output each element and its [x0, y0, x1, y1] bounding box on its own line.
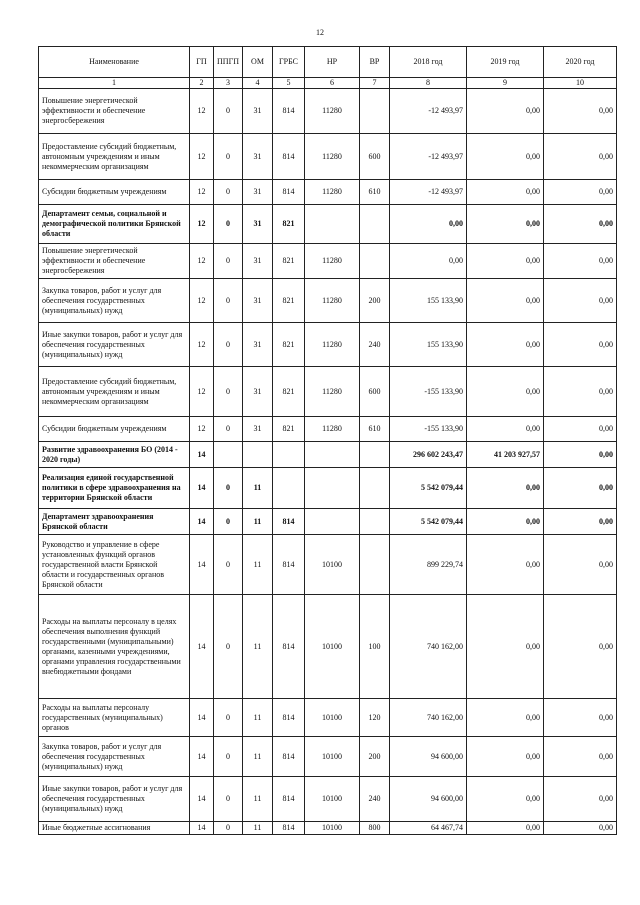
cell-y2019: 0,00 — [467, 134, 544, 180]
col-number: 9 — [467, 78, 544, 89]
cell-y2019: 0,00 — [467, 595, 544, 699]
cell-y2018: -12 493,97 — [390, 89, 467, 134]
cell-y2018: 155 133,90 — [390, 323, 467, 367]
cell-name: Расходы на выплаты персоналу в целях обеспечения выполнения функций государственными (муниципальными) органами, казенными учреждениями, органами управления государственными внебюджетными фондами — [39, 595, 190, 699]
cell-ppgp: 0 — [214, 323, 243, 367]
cell-vr: 100 — [360, 595, 390, 699]
cell-om: 11 — [243, 468, 273, 509]
cell-gp: 14 — [190, 699, 214, 737]
cell-name: Субсидии бюджетным учреждениям — [39, 180, 190, 205]
cell-y2018: 740 162,00 — [390, 699, 467, 737]
cell-gp: 14 — [190, 509, 214, 535]
cell-vr — [360, 509, 390, 535]
cell-om: 31 — [243, 367, 273, 417]
cell-y2018: 899 229,74 — [390, 535, 467, 595]
cell-name: Департамент здравоохранения Брянской области — [39, 509, 190, 535]
col-number: 10 — [544, 78, 617, 89]
table-row — [39, 134, 617, 180]
cell-om: 31 — [243, 417, 273, 442]
cell-name: Реализация единой государственной политики в сфере здравоохранения на территории Брянской области — [39, 468, 190, 509]
cell-y2020: 0,00 — [544, 244, 617, 279]
table-row — [39, 417, 617, 442]
cell-y2018: 5 542 079,44 — [390, 468, 467, 509]
col-number: 5 — [273, 78, 305, 89]
cell-y2018: 740 162,00 — [390, 595, 467, 699]
cell-om: 11 — [243, 777, 273, 822]
cell-nr — [305, 205, 360, 244]
cell-gp: 12 — [190, 134, 214, 180]
cell-y2019: 0,00 — [467, 777, 544, 822]
cell-ppgp: 0 — [214, 89, 243, 134]
cell-ppgp: 0 — [214, 822, 243, 835]
cell-gp: 12 — [190, 89, 214, 134]
cell-y2019: 0,00 — [467, 509, 544, 535]
col-number: 2 — [190, 78, 214, 89]
cell-nr: 11280 — [305, 323, 360, 367]
cell-ppgp: 0 — [214, 595, 243, 699]
cell-y2018: -12 493,97 — [390, 180, 467, 205]
col-header-vr: ВР — [360, 47, 390, 78]
cell-vr: 610 — [360, 180, 390, 205]
cell-vr — [360, 442, 390, 468]
cell-vr: 200 — [360, 737, 390, 777]
cell-om: 31 — [243, 279, 273, 323]
cell-y2019: 0,00 — [467, 737, 544, 777]
cell-nr: 10100 — [305, 595, 360, 699]
cell-name: Закупка товаров, работ и услуг для обеспечения государственных (муниципальных) нужд — [39, 279, 190, 323]
cell-vr: 610 — [360, 417, 390, 442]
table-row — [39, 468, 617, 509]
cell-om: 11 — [243, 535, 273, 595]
cell-y2020: 0,00 — [544, 89, 617, 134]
cell-ppgp: 0 — [214, 244, 243, 279]
cell-nr — [305, 509, 360, 535]
cell-y2020: 0,00 — [544, 417, 617, 442]
cell-grbs: 821 — [273, 417, 305, 442]
cell-y2019: 0,00 — [467, 180, 544, 205]
cell-y2020: 0,00 — [544, 180, 617, 205]
cell-ppgp: 0 — [214, 180, 243, 205]
col-number: 1 — [39, 78, 190, 89]
cell-y2018: 94 600,00 — [390, 737, 467, 777]
cell-nr: 10100 — [305, 777, 360, 822]
cell-vr — [360, 535, 390, 595]
cell-vr: 240 — [360, 777, 390, 822]
cell-name: Руководство и управление в сфере установленных функций органов государственной власти Брянской области и государственных органов Брянской области — [39, 535, 190, 595]
col-header-grbs: ГРБС — [273, 47, 305, 78]
cell-grbs: 821 — [273, 279, 305, 323]
cell-y2020: 0,00 — [544, 777, 617, 822]
cell-nr — [305, 468, 360, 509]
col-number: 4 — [243, 78, 273, 89]
col-header-gp: ГП — [190, 47, 214, 78]
cell-vr — [360, 468, 390, 509]
cell-om: 11 — [243, 699, 273, 737]
cell-vr: 240 — [360, 323, 390, 367]
cell-ppgp — [214, 442, 243, 468]
cell-gp: 12 — [190, 180, 214, 205]
cell-y2018: 0,00 — [390, 244, 467, 279]
cell-grbs: 821 — [273, 323, 305, 367]
cell-y2019: 0,00 — [467, 323, 544, 367]
cell-y2020: 0,00 — [544, 509, 617, 535]
cell-y2018: 94 600,00 — [390, 777, 467, 822]
header-row — [39, 47, 617, 78]
table-row — [39, 89, 617, 134]
cell-name: Повышение энергетической эффективности и обеспечение энергосбережения — [39, 244, 190, 279]
cell-gp: 14 — [190, 468, 214, 509]
cell-y2019: 0,00 — [467, 367, 544, 417]
cell-y2020: 0,00 — [544, 595, 617, 699]
cell-nr: 11280 — [305, 89, 360, 134]
budget-table — [38, 46, 617, 835]
cell-y2018: 0,00 — [390, 205, 467, 244]
cell-y2020: 0,00 — [544, 367, 617, 417]
cell-y2020: 0,00 — [544, 822, 617, 835]
cell-om: 11 — [243, 822, 273, 835]
cell-grbs: 814 — [273, 180, 305, 205]
table-row — [39, 442, 617, 468]
col-number: 7 — [360, 78, 390, 89]
table-row — [39, 323, 617, 367]
table-row — [39, 777, 617, 822]
cell-y2020: 0,00 — [544, 205, 617, 244]
cell-y2020: 0,00 — [544, 699, 617, 737]
cell-name: Развитие здравоохранения БО (2014 - 2020 годы) — [39, 442, 190, 468]
col-header-om: ОМ — [243, 47, 273, 78]
cell-nr: 10100 — [305, 699, 360, 737]
table-row — [39, 367, 617, 417]
cell-y2020: 0,00 — [544, 134, 617, 180]
cell-ppgp: 0 — [214, 279, 243, 323]
col-number: 6 — [305, 78, 360, 89]
page-number: 12 — [316, 28, 324, 37]
cell-vr — [360, 89, 390, 134]
cell-name: Расходы на выплаты персоналу государственных (муниципальных) органов — [39, 699, 190, 737]
cell-grbs — [273, 442, 305, 468]
cell-y2018: -155 133,90 — [390, 417, 467, 442]
cell-y2019: 0,00 — [467, 417, 544, 442]
col-header-ppgp: ППГП — [214, 47, 243, 78]
cell-vr: 200 — [360, 279, 390, 323]
cell-grbs: 814 — [273, 737, 305, 777]
cell-nr: 10100 — [305, 535, 360, 595]
cell-gp: 14 — [190, 777, 214, 822]
cell-om: 31 — [243, 134, 273, 180]
cell-y2018: 155 133,90 — [390, 279, 467, 323]
cell-vr: 600 — [360, 367, 390, 417]
col-number: 3 — [214, 78, 243, 89]
cell-grbs: 814 — [273, 89, 305, 134]
cell-gp: 12 — [190, 279, 214, 323]
cell-om: 31 — [243, 205, 273, 244]
cell-name: Департамент семьи, социальной и демографической политики Брянской области — [39, 205, 190, 244]
cell-y2018: 5 542 079,44 — [390, 509, 467, 535]
cell-nr: 11280 — [305, 279, 360, 323]
cell-nr: 11280 — [305, 417, 360, 442]
cell-ppgp: 0 — [214, 468, 243, 509]
table-row — [39, 535, 617, 595]
cell-nr: 11280 — [305, 367, 360, 417]
cell-grbs: 821 — [273, 205, 305, 244]
cell-y2020: 0,00 — [544, 442, 617, 468]
cell-grbs — [273, 468, 305, 509]
cell-y2020: 0,00 — [544, 323, 617, 367]
table-row — [39, 509, 617, 535]
cell-name: Иные бюджетные ассигнования — [39, 822, 190, 835]
cell-nr: 10100 — [305, 737, 360, 777]
cell-gp: 12 — [190, 244, 214, 279]
cell-y2019: 41 203 927,57 — [467, 442, 544, 468]
cell-y2019: 0,00 — [467, 89, 544, 134]
cell-y2019: 0,00 — [467, 699, 544, 737]
cell-y2020: 0,00 — [544, 468, 617, 509]
cell-y2018: -155 133,90 — [390, 367, 467, 417]
cell-gp: 12 — [190, 205, 214, 244]
cell-om: 31 — [243, 89, 273, 134]
cell-om: 31 — [243, 244, 273, 279]
cell-name: Предоставление субсидий бюджетным, автономным учреждениям и иным некоммерческим организациям — [39, 367, 190, 417]
cell-grbs: 821 — [273, 367, 305, 417]
cell-name: Иные закупки товаров, работ и услуг для обеспечения государственных (муниципальных) нужд — [39, 323, 190, 367]
cell-y2018: 296 602 243,47 — [390, 442, 467, 468]
table-body — [39, 89, 617, 835]
cell-vr: 800 — [360, 822, 390, 835]
column-number-row — [39, 78, 617, 89]
cell-ppgp: 0 — [214, 535, 243, 595]
cell-om: 31 — [243, 323, 273, 367]
table-row — [39, 244, 617, 279]
cell-grbs: 814 — [273, 535, 305, 595]
cell-gp: 14 — [190, 595, 214, 699]
cell-nr: 11280 — [305, 180, 360, 205]
cell-name: Закупка товаров, работ и услуг для обеспечения государственных (муниципальных) нужд — [39, 737, 190, 777]
col-number: 8 — [390, 78, 467, 89]
cell-grbs: 814 — [273, 595, 305, 699]
cell-gp: 12 — [190, 367, 214, 417]
cell-ppgp: 0 — [214, 205, 243, 244]
cell-nr: 11280 — [305, 244, 360, 279]
cell-y2019: 0,00 — [467, 535, 544, 595]
cell-nr: 11280 — [305, 134, 360, 180]
cell-name: Предоставление субсидий бюджетным, автономным учреждениям и иным некоммерческим организациям — [39, 134, 190, 180]
col-header-2020: 2020 год — [544, 47, 617, 78]
table-row — [39, 699, 617, 737]
cell-gp: 12 — [190, 323, 214, 367]
cell-name: Субсидии бюджетным учреждениям — [39, 417, 190, 442]
cell-om: 11 — [243, 509, 273, 535]
cell-grbs: 814 — [273, 777, 305, 822]
cell-om: 31 — [243, 180, 273, 205]
cell-ppgp: 0 — [214, 737, 243, 777]
cell-y2020: 0,00 — [544, 535, 617, 595]
cell-vr — [360, 205, 390, 244]
table-row — [39, 180, 617, 205]
cell-gp: 12 — [190, 417, 214, 442]
cell-ppgp: 0 — [214, 699, 243, 737]
table-row — [39, 822, 617, 835]
cell-grbs: 814 — [273, 134, 305, 180]
cell-y2020: 0,00 — [544, 279, 617, 323]
cell-y2018: -12 493,97 — [390, 134, 467, 180]
cell-vr: 120 — [360, 699, 390, 737]
cell-grbs: 814 — [273, 699, 305, 737]
cell-grbs: 821 — [273, 244, 305, 279]
cell-gp: 14 — [190, 535, 214, 595]
cell-y2019: 0,00 — [467, 822, 544, 835]
table-row — [39, 737, 617, 777]
cell-vr: 600 — [360, 134, 390, 180]
cell-y2019: 0,00 — [467, 468, 544, 509]
cell-y2020: 0,00 — [544, 737, 617, 777]
cell-om: 11 — [243, 595, 273, 699]
cell-vr — [360, 244, 390, 279]
cell-name: Иные закупки товаров, работ и услуг для обеспечения государственных (муниципальных) нужд — [39, 777, 190, 822]
cell-y2018: 64 467,74 — [390, 822, 467, 835]
col-header-2018: 2018 год — [390, 47, 467, 78]
cell-y2019: 0,00 — [467, 279, 544, 323]
cell-y2019: 0,00 — [467, 244, 544, 279]
cell-gp: 14 — [190, 822, 214, 835]
cell-om — [243, 442, 273, 468]
cell-y2019: 0,00 — [467, 205, 544, 244]
cell-nr: 10100 — [305, 822, 360, 835]
cell-grbs: 814 — [273, 509, 305, 535]
cell-ppgp: 0 — [214, 417, 243, 442]
table-row — [39, 595, 617, 699]
cell-name: Повышение энергетической эффективности и обеспечение энергосбережения — [39, 89, 190, 134]
cell-ppgp: 0 — [214, 509, 243, 535]
cell-gp: 14 — [190, 737, 214, 777]
cell-ppgp: 0 — [214, 134, 243, 180]
table-row — [39, 205, 617, 244]
col-header-nr: НР — [305, 47, 360, 78]
cell-ppgp: 0 — [214, 777, 243, 822]
cell-nr — [305, 442, 360, 468]
col-header-name: Наименование — [39, 47, 190, 78]
cell-grbs: 814 — [273, 822, 305, 835]
cell-ppgp: 0 — [214, 367, 243, 417]
table-row — [39, 279, 617, 323]
col-header-2019: 2019 год — [467, 47, 544, 78]
cell-om: 11 — [243, 737, 273, 777]
cell-gp: 14 — [190, 442, 214, 468]
